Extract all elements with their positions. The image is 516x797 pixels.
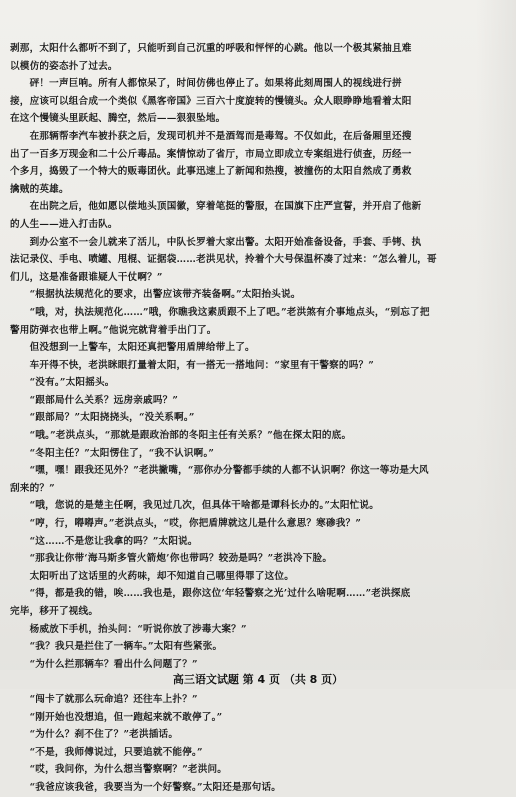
text-line: 的人生——进入打击队。 (10, 218, 118, 230)
text-line: “闯卡了就那么玩命追？还往车上扑？” (10, 693, 198, 705)
page-shadow (476, 0, 516, 689)
text-line: 警用防弹衣也带上啊。”他说完就背着手出门了。 (10, 324, 217, 336)
text-line: “跟部局什么关系？远房亲戚吗？” (10, 394, 179, 406)
text-line: 擒贼的英雄。 (10, 183, 69, 195)
text-line: 但没想到一上警车，太阳还真把警用盾牌给带上了。 (10, 342, 255, 354)
text-line: 剥那，太阳什么都听不到了，只能听到自己沉重的呼吸和怦怦的心跳。他以一个极其紧抽且难 (10, 43, 412, 54)
text-line: “刚开始也没想追，但一跑起来就不敢停了。” (10, 711, 223, 723)
text-line: 们儿，这是准备跟谁疑人干仗啊？” (10, 271, 163, 283)
text-line: “为什么？刹不住了？”老洪插话。 (10, 729, 179, 741)
text-line: 到办公室不一会儿就来了活儿，中队长罗着大家出警。太阳开始准备设备，手套、手铐、执 (10, 236, 422, 248)
text-line: “那我让你带‘海马斯多管火箭炮’你也带吗？较劲是吗？”老洪冷下脸。 (10, 553, 333, 565)
text-line: 完毕，移开了视线。 (10, 606, 99, 617)
text-line: “我？我只是拦住了一辆车。”太阳有些紧张。 (10, 641, 223, 653)
text-line: “为什么拦那辆车？看出什么问题了？” (10, 658, 198, 670)
text-line: 法记录仪、手电、喷罐、甩棍、证据袋……老洪见状，拎着个大号保温杯凑了过来：“怎么着儿，哥 (10, 254, 437, 266)
text-line: 以模仿的姿态扑了过去。 (10, 60, 118, 72)
text-line: “没有。”太阳摇头。 (10, 377, 115, 389)
text-line: “得，都是我的错，唉……我也是，跟你这位‘年轻警察之光’过什么啥呢啊……”老洪探底 (10, 588, 411, 600)
text-line: 杨威放下手机，抬头问：“听说你放了涉毒大案？” (10, 623, 247, 635)
text-line: “哦。”老洪点头，“那就是跟政治部的冬阳主任有关系？”他在探太阳的底。 (10, 430, 352, 442)
text-line: “根据执法规范化的要求，出警应该带齐装备啊。”太阳抬头说。 (10, 289, 301, 301)
text-line: “不是，我师傅说过，只要追就不能停。” (10, 746, 203, 758)
text-line: “跟部局？”太阳挠挠头，“没关系啊。” (10, 412, 195, 424)
text-line: “哼，行，嘚嘚声。”老洪点头，“哎，你把盾牌就这儿是什么意思？寒碜我？” (10, 518, 362, 530)
text-line: “冬阳主任？”太阳愣住了，“我不认识啊。” (10, 447, 215, 459)
text-line: 在那辆帮李汽车被扑获之后，发现司机并不是酒驾而是毒驾。不仅如此，在后备厢里还搜 (10, 130, 412, 142)
text-line: 接，应该可以组合成一个类似《黑客帝国》三百六十度旋转的慢镜头。众人眼睁睁地看着太阳 (10, 95, 412, 107)
page-footer: 高三语文试题 第 4 页 （共 8 页） (0, 670, 516, 689)
text-line: “哎，我问你，为什么想当警察啊？”老洪问。 (10, 764, 228, 776)
text-line: 个多月，捣毁了一个特大的贩毒团伙。此事迅速上了新闻和热搜，被撞伤的太阳自然成了勇救 (10, 166, 412, 178)
text-line: 出了一百多万现金和二十公斤毒品。案情惊动了省厅，市局立即成立专案组进行侦查，历经一 (10, 148, 412, 160)
text-line: “这……不是您让我拿的吗？”太阳说。 (10, 535, 198, 547)
text-line: 在这个慢镜头里跃起、腾空，然后——狠狠坠地。 (10, 113, 226, 125)
text-line: 刮来的？” (10, 482, 55, 494)
text-line: 车开得不快，老洪眯眼打量着太阳，有一搭无一搭地问：“家里有干警察的吗？” (10, 359, 375, 371)
text-line: 在出院之后，他如愿以偿地头顶国徽，穿着笔挺的警服，在国旗下庄严宣誓，并开启了他新 (10, 201, 422, 213)
text-line: 太阳听出了这话里的火药味，却不知道自己哪里得罪了这位。 (10, 570, 295, 582)
text-line: “哦，您说的是楚主任啊，我见过几次，但具体干啥都是谭科长办的。”太阳忙说。 (10, 500, 380, 512)
text-line: 砰！一声巨响。所有人都惊呆了，时间仿佛也停止了。如果将此刻周围人的视线进行拼 (10, 78, 402, 90)
text-line: “我爸应该我爸，我要当为一个好警察。”太阳还是那句话。 (10, 781, 282, 793)
text-line: “哦，对，执法规范化……”哦，你瞧我这素质跟不上了吧。”老洪煞有介事地点头，“别忘了把 (10, 306, 430, 318)
text-line: “嘿，嘿！跟我还见外？”老洪撇嘴，“那你办分警都手续的人都不认识啊？你这一等功是大风 (10, 465, 429, 477)
